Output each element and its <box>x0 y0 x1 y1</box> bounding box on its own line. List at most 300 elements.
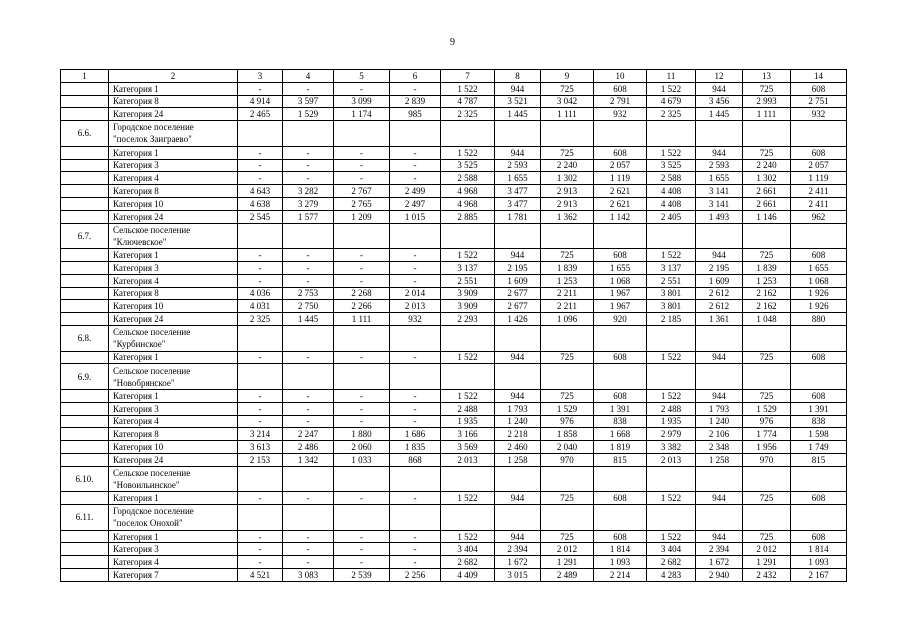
value-cell: 4 643 <box>238 185 283 198</box>
row-number-cell: 6.11. <box>61 505 109 531</box>
empty-cell <box>238 325 283 351</box>
value-cell: 608 <box>791 82 847 95</box>
value-cell: - <box>238 530 283 543</box>
value-cell: 970 <box>541 453 594 466</box>
value-cell: 3 042 <box>541 95 594 108</box>
value-cell: - <box>283 530 334 543</box>
value-cell: 1 522 <box>647 389 696 402</box>
value-cell: 1 529 <box>743 402 791 415</box>
value-cell: - <box>283 274 334 287</box>
table-row <box>61 274 847 287</box>
value-cell: 1 522 <box>647 146 696 159</box>
value-cell: 2 266 <box>334 300 390 313</box>
value-cell: 1 361 <box>696 313 743 326</box>
value-cell: 1 068 <box>594 274 647 287</box>
table-row <box>61 389 847 402</box>
value-cell: 1 445 <box>495 108 541 121</box>
empty-cell <box>334 121 390 147</box>
value-cell: 2 195 <box>696 261 743 274</box>
table-row <box>61 146 847 159</box>
empty-cell <box>696 223 743 249</box>
value-cell: 1 445 <box>696 108 743 121</box>
value-cell: 2 661 <box>743 185 791 198</box>
empty-cell <box>541 325 594 351</box>
value-cell: 1 209 <box>334 210 390 223</box>
column-header-10: 10 <box>594 70 647 83</box>
row-label-cell: Категория 3 <box>109 402 238 415</box>
value-cell: - <box>238 556 283 569</box>
value-cell: 3 525 <box>441 159 495 172</box>
value-cell: 4 914 <box>238 95 283 108</box>
value-cell: 2 488 <box>647 402 696 415</box>
value-cell: 1 655 <box>594 261 647 274</box>
value-cell: 1 935 <box>441 415 495 428</box>
empty-cell <box>283 466 334 492</box>
value-cell: 608 <box>594 530 647 543</box>
row-number-cell <box>61 95 109 108</box>
value-cell: 1 493 <box>696 210 743 223</box>
value-cell: 944 <box>495 146 541 159</box>
section-title-line: Сельское поселение <box>113 365 191 376</box>
row-number-cell <box>61 210 109 223</box>
column-header-4: 4 <box>283 70 334 83</box>
value-cell: - <box>334 351 390 364</box>
empty-cell <box>791 325 847 351</box>
row-label-cell: Категория 24 <box>109 108 238 121</box>
value-cell: 2 325 <box>441 108 495 121</box>
value-cell: 1 819 <box>594 441 647 454</box>
value-cell: 1 033 <box>334 453 390 466</box>
value-cell: 1 686 <box>390 428 441 441</box>
value-cell: 2 057 <box>594 159 647 172</box>
empty-cell <box>334 223 390 249</box>
value-cell: 1 774 <box>743 428 791 441</box>
row-number-cell: 6.8. <box>61 325 109 351</box>
value-cell: 3 141 <box>696 197 743 210</box>
value-cell: 944 <box>495 492 541 505</box>
section-title-cell <box>109 466 238 492</box>
value-cell: 725 <box>743 351 791 364</box>
value-cell: 4 521 <box>238 569 283 582</box>
value-cell: 2 677 <box>495 287 541 300</box>
value-cell: - <box>334 556 390 569</box>
value-cell: 1 111 <box>541 108 594 121</box>
section-row <box>61 223 847 249</box>
value-cell: 1 291 <box>541 556 594 569</box>
column-header-8: 8 <box>495 70 541 83</box>
value-cell: 1 655 <box>791 261 847 274</box>
empty-cell <box>238 223 283 249</box>
value-cell: - <box>390 351 441 364</box>
value-cell: 4 036 <box>238 287 283 300</box>
value-cell: 1 111 <box>334 313 390 326</box>
value-cell: 725 <box>541 492 594 505</box>
empty-cell <box>791 121 847 147</box>
value-cell: 2 013 <box>441 453 495 466</box>
value-cell: 1 146 <box>743 210 791 223</box>
table-row <box>61 185 847 198</box>
empty-cell <box>647 466 696 492</box>
value-cell: 2 195 <box>495 261 541 274</box>
table-row <box>61 172 847 185</box>
empty-cell <box>647 325 696 351</box>
value-cell: 1 119 <box>791 172 847 185</box>
row-label-cell: Категория 1 <box>109 530 238 543</box>
row-label-cell: Категория 8 <box>109 185 238 198</box>
empty-cell <box>441 505 495 531</box>
value-cell: 4 787 <box>441 95 495 108</box>
value-cell: - <box>390 543 441 556</box>
row-label-cell: Категория 3 <box>109 543 238 556</box>
table-row <box>61 287 847 300</box>
row-number-cell <box>61 441 109 454</box>
empty-cell <box>594 364 647 390</box>
value-cell: 944 <box>696 530 743 543</box>
row-number-cell <box>61 389 109 402</box>
value-cell: 2 489 <box>541 569 594 582</box>
value-cell: 1 253 <box>743 274 791 287</box>
value-cell: - <box>334 172 390 185</box>
value-cell: 2 185 <box>647 313 696 326</box>
value-cell: 1 522 <box>647 492 696 505</box>
value-cell: 1 598 <box>791 428 847 441</box>
value-cell: 608 <box>594 249 647 262</box>
value-cell: 1 577 <box>283 210 334 223</box>
value-cell: - <box>334 146 390 159</box>
table-row <box>61 569 847 582</box>
value-cell: - <box>390 492 441 505</box>
column-header-14: 14 <box>791 70 847 83</box>
value-cell: 1 522 <box>647 351 696 364</box>
row-label-cell: Категория 4 <box>109 172 238 185</box>
value-cell: - <box>390 402 441 415</box>
header-row <box>61 70 847 83</box>
row-label-cell: Категория 24 <box>109 313 238 326</box>
empty-cell <box>647 364 696 390</box>
value-cell: 2 839 <box>390 95 441 108</box>
section-title-line: "Новобрянское" <box>113 377 175 388</box>
empty-cell <box>541 364 594 390</box>
value-cell: 4 408 <box>647 185 696 198</box>
value-cell: - <box>390 146 441 159</box>
value-cell: 1 522 <box>441 146 495 159</box>
section-title-cell <box>109 121 238 147</box>
value-cell: 1 240 <box>696 415 743 428</box>
table-row <box>61 197 847 210</box>
value-cell: 2 014 <box>390 287 441 300</box>
value-cell: 725 <box>743 530 791 543</box>
empty-cell <box>743 466 791 492</box>
value-cell: 2 106 <box>696 428 743 441</box>
value-cell: - <box>390 172 441 185</box>
empty-cell <box>495 364 541 390</box>
value-cell: 2 411 <box>791 185 847 198</box>
row-label-cell: Категория 10 <box>109 441 238 454</box>
row-label-cell: Категория 7 <box>109 569 238 582</box>
section-title-line: "Ключевское" <box>113 236 167 247</box>
value-cell: 1 174 <box>334 108 390 121</box>
row-number-cell: 6.9. <box>61 364 109 390</box>
value-cell: - <box>283 415 334 428</box>
section-row <box>61 121 847 147</box>
value-cell: 2 211 <box>541 300 594 313</box>
empty-cell <box>743 121 791 147</box>
empty-cell <box>696 364 743 390</box>
value-cell: 3 404 <box>647 543 696 556</box>
value-cell: 2 588 <box>441 172 495 185</box>
value-cell: 1 793 <box>495 402 541 415</box>
value-cell: 608 <box>594 492 647 505</box>
value-cell: 2 012 <box>743 543 791 556</box>
value-cell: 2 621 <box>594 197 647 210</box>
value-cell: 970 <box>743 453 791 466</box>
section-title-line: Сельское поселение <box>113 224 191 235</box>
value-cell: - <box>238 415 283 428</box>
row-number-cell <box>61 313 109 326</box>
row-label-cell: Категория 3 <box>109 261 238 274</box>
value-cell: 944 <box>495 530 541 543</box>
value-cell: - <box>390 415 441 428</box>
value-cell: 3 613 <box>238 441 283 454</box>
value-cell: 944 <box>696 82 743 95</box>
row-number-cell <box>61 197 109 210</box>
row-label-cell: Категория 1 <box>109 389 238 402</box>
value-cell: 2 293 <box>441 313 495 326</box>
empty-cell <box>495 121 541 147</box>
value-cell: - <box>238 543 283 556</box>
value-cell: 2 612 <box>696 287 743 300</box>
empty-cell <box>390 223 441 249</box>
empty-cell <box>495 466 541 492</box>
table-row <box>61 453 847 466</box>
row-number-cell <box>61 351 109 364</box>
row-number-cell <box>61 287 109 300</box>
value-cell: 1 240 <box>495 415 541 428</box>
empty-cell <box>696 505 743 531</box>
section-title-line: Городское поселение <box>113 506 194 517</box>
row-number-cell <box>61 82 109 95</box>
value-cell: 3 015 <box>495 569 541 582</box>
section-row <box>61 466 847 492</box>
value-cell: - <box>334 261 390 274</box>
value-cell: - <box>238 249 283 262</box>
value-cell: - <box>334 82 390 95</box>
value-cell: 1 522 <box>647 249 696 262</box>
value-cell: 725 <box>743 389 791 402</box>
value-cell: 2 661 <box>743 197 791 210</box>
value-cell: 2 060 <box>334 441 390 454</box>
value-cell: 3 477 <box>495 197 541 210</box>
table-row <box>61 530 847 543</box>
value-cell: 2 240 <box>541 159 594 172</box>
value-cell: 2 247 <box>283 428 334 441</box>
value-cell: - <box>283 261 334 274</box>
value-cell: 1 956 <box>743 441 791 454</box>
empty-cell <box>390 325 441 351</box>
value-cell: 1 253 <box>541 274 594 287</box>
value-cell: - <box>334 492 390 505</box>
value-cell: 944 <box>495 82 541 95</box>
row-number-cell <box>61 185 109 198</box>
empty-cell <box>541 223 594 249</box>
value-cell: 608 <box>791 249 847 262</box>
value-cell: - <box>283 402 334 415</box>
value-cell: - <box>283 146 334 159</box>
value-cell: 1 291 <box>743 556 791 569</box>
row-number-cell <box>61 108 109 121</box>
value-cell: 2 551 <box>647 274 696 287</box>
row-number-cell <box>61 146 109 159</box>
value-cell: 932 <box>594 108 647 121</box>
value-cell: 2 682 <box>647 556 696 569</box>
value-cell: 4 283 <box>647 569 696 582</box>
column-header-1: 1 <box>61 70 109 83</box>
value-cell: 1 048 <box>743 313 791 326</box>
value-cell: 1 258 <box>696 453 743 466</box>
value-cell: 1 967 <box>594 300 647 313</box>
value-cell: 2 751 <box>791 95 847 108</box>
value-cell: - <box>283 351 334 364</box>
value-cell: 3 141 <box>696 185 743 198</box>
value-cell: 2 593 <box>696 159 743 172</box>
value-cell: 608 <box>594 146 647 159</box>
value-cell: 608 <box>594 351 647 364</box>
table-row <box>61 441 847 454</box>
value-cell: 944 <box>696 146 743 159</box>
value-cell: 2 240 <box>743 159 791 172</box>
row-number-cell <box>61 530 109 543</box>
value-cell: 608 <box>594 82 647 95</box>
value-cell: 608 <box>791 146 847 159</box>
value-cell: 1 935 <box>647 415 696 428</box>
value-cell: 2 486 <box>283 441 334 454</box>
value-cell: 1 302 <box>541 172 594 185</box>
value-cell: 2 913 <box>541 197 594 210</box>
value-cell: 838 <box>594 415 647 428</box>
empty-cell <box>334 505 390 531</box>
row-number-cell <box>61 415 109 428</box>
value-cell: - <box>283 249 334 262</box>
value-cell: 4 968 <box>441 185 495 198</box>
value-cell: 4 968 <box>441 197 495 210</box>
value-cell: 1 522 <box>441 351 495 364</box>
value-cell: 1 522 <box>647 82 696 95</box>
column-header-5: 5 <box>334 70 390 83</box>
value-cell: - <box>334 389 390 402</box>
table-row <box>61 95 847 108</box>
empty-cell <box>743 325 791 351</box>
value-cell: 976 <box>743 415 791 428</box>
table-row <box>61 351 847 364</box>
empty-cell <box>791 466 847 492</box>
value-cell: 725 <box>743 249 791 262</box>
empty-cell <box>390 505 441 531</box>
value-cell: 3 477 <box>495 185 541 198</box>
column-header-3: 3 <box>238 70 283 83</box>
value-cell: - <box>238 274 283 287</box>
value-cell: 944 <box>495 249 541 262</box>
empty-cell <box>594 223 647 249</box>
value-cell: 1 093 <box>594 556 647 569</box>
row-number-cell <box>61 492 109 505</box>
value-cell: - <box>390 556 441 569</box>
row-label-cell: Категория 8 <box>109 428 238 441</box>
value-cell: 2 588 <box>647 172 696 185</box>
value-cell: 3 137 <box>441 261 495 274</box>
empty-cell <box>283 121 334 147</box>
section-title-cell <box>109 364 238 390</box>
value-cell: 4 409 <box>441 569 495 582</box>
row-label-cell: Категория 24 <box>109 453 238 466</box>
empty-cell <box>594 121 647 147</box>
table-row <box>61 543 847 556</box>
value-cell: 2 465 <box>238 108 283 121</box>
value-cell: 2 940 <box>696 569 743 582</box>
empty-cell <box>390 466 441 492</box>
value-cell: 880 <box>791 313 847 326</box>
table-row <box>61 82 847 95</box>
value-cell: 1 655 <box>495 172 541 185</box>
column-header-9: 9 <box>541 70 594 83</box>
value-cell: - <box>390 389 441 402</box>
value-cell: 3 801 <box>647 300 696 313</box>
empty-cell <box>441 364 495 390</box>
section-title-cell <box>109 505 238 531</box>
value-cell: 1 781 <box>495 210 541 223</box>
empty-cell <box>441 325 495 351</box>
empty-cell <box>791 364 847 390</box>
value-cell: 1 522 <box>441 82 495 95</box>
value-cell: 2 012 <box>541 543 594 556</box>
empty-cell <box>283 223 334 249</box>
column-header-13: 13 <box>743 70 791 83</box>
value-cell: 1 529 <box>283 108 334 121</box>
value-cell: 1 529 <box>541 402 594 415</box>
empty-cell <box>696 325 743 351</box>
value-cell: 1 672 <box>495 556 541 569</box>
value-cell: 2 153 <box>238 453 283 466</box>
row-label-cell: Категория 10 <box>109 300 238 313</box>
section-title-line: Сельское поселение <box>113 327 191 338</box>
row-label-cell: Категория 4 <box>109 556 238 569</box>
section-title-line: "Новоильинское" <box>113 480 180 490</box>
value-cell: 2 268 <box>334 287 390 300</box>
empty-cell <box>283 325 334 351</box>
empty-cell <box>541 505 594 531</box>
value-cell: 2 394 <box>495 543 541 556</box>
value-cell: 3 083 <box>283 569 334 582</box>
value-cell: - <box>390 249 441 262</box>
row-number-cell: 6.6. <box>61 121 109 147</box>
value-cell: - <box>334 543 390 556</box>
value-cell: - <box>283 543 334 556</box>
value-cell: 3 382 <box>647 441 696 454</box>
value-cell: 932 <box>791 108 847 121</box>
value-cell: 2 539 <box>334 569 390 582</box>
value-cell: 1 068 <box>791 274 847 287</box>
section-title-cell <box>109 223 238 249</box>
value-cell: 1 668 <box>594 428 647 441</box>
value-cell: - <box>283 172 334 185</box>
value-cell: 920 <box>594 313 647 326</box>
row-label-cell: Категория 3 <box>109 159 238 172</box>
value-cell: 1 302 <box>743 172 791 185</box>
value-cell: 944 <box>696 249 743 262</box>
row-label-cell: Категория 4 <box>109 415 238 428</box>
value-cell: 725 <box>541 146 594 159</box>
value-cell: 815 <box>594 453 647 466</box>
value-cell: 1 880 <box>334 428 390 441</box>
